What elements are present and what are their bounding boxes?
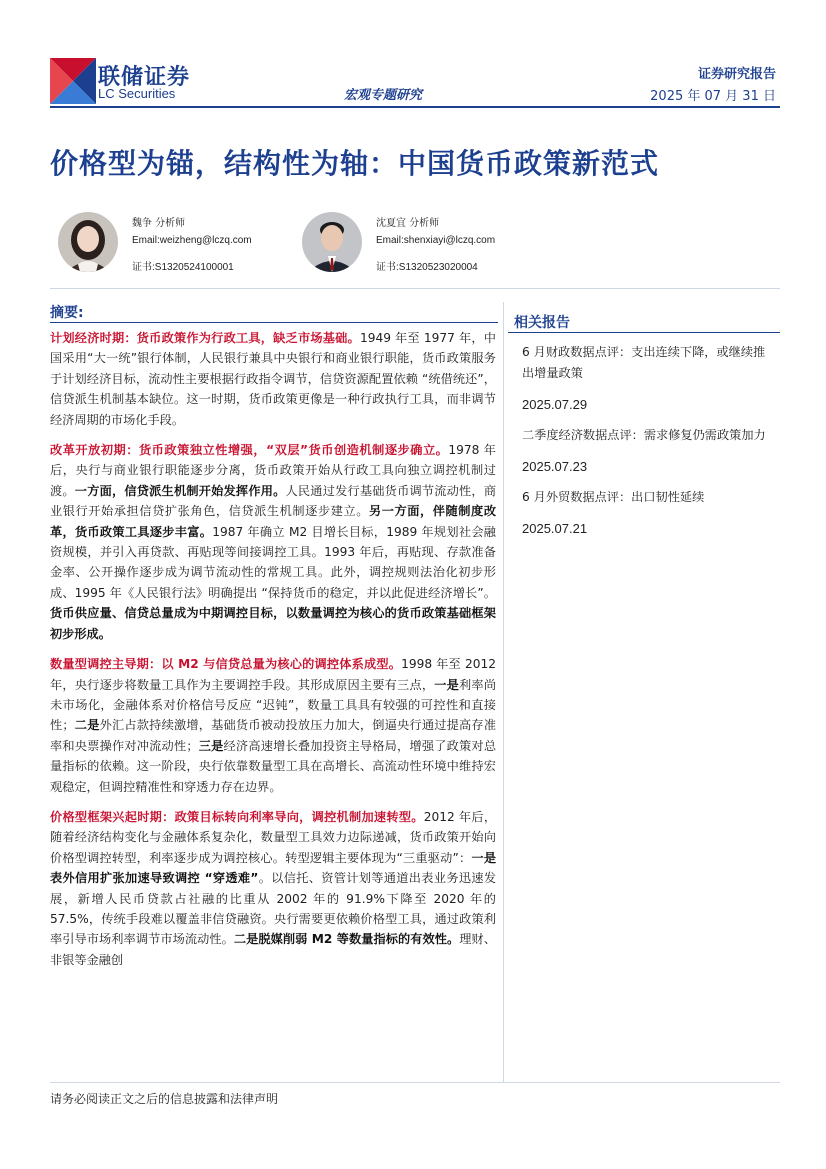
avatar-male-icon — [302, 212, 362, 272]
paragraph-bold: 三是 — [198, 738, 224, 753]
paragraph-lead: 计划经济时期：货币政策作为行政工具，缺乏市场基础。 — [50, 331, 360, 345]
paragraph-text: 1998 年至 2012 年，央行逐步将数量工具作为主要调控手段。其形成原因主要有三点， — [50, 657, 496, 692]
abstract-underline — [50, 322, 498, 323]
paragraph-text: 外汇占款持续激增，基础货币被动投放压力加大，倒逼央行通过提高存准率和央票操作对冲流动性； — [50, 718, 497, 753]
abstract-paragraph — [50, 807, 496, 970]
related-report-title[interactable]: 6 月外贸数据点评：出口韧性延续 — [522, 490, 705, 504]
related-underline — [508, 332, 780, 333]
related-report-date: 2025.07.29 — [522, 397, 588, 412]
paragraph-lead: 改革开放初期：货币政策独立性增强，“双层”货币创造机制逐步确立。 — [50, 443, 449, 458]
logo-chinese-name: 联储证券 — [98, 65, 191, 90]
related-report-date: 2025.07.23 — [522, 459, 588, 474]
related-report-item[interactable] — [522, 425, 777, 477]
report-date: 2025 年 07 月 31 日 — [650, 89, 776, 104]
paragraph-bold: 二是 — [74, 718, 100, 733]
column-divider — [503, 302, 504, 1082]
paragraph-text: 1949 年至 1977 年，中国采用“大一统”银行体制，人民银行兼具中央银行和商业银行职能，货币政策服务于计划经济目标，流动性主要根据行政指令调节，信贷资源配置依赖 “统借统还”，信贷派生机制基本缺位。这一时期，货币政策更像是一种行政执行工具，而非调节经济周期的市场化手段。 — [50, 331, 496, 427]
report-title: 价格型为锚，结构性为轴：中国货币政策新范式 — [50, 147, 660, 180]
analyst-name: 沈夏宜 分析师 — [376, 218, 440, 229]
footer-disclaimer: 请务必阅读正文之后的信息披露和法律声明 — [50, 1092, 279, 1106]
related-report-item[interactable] — [522, 342, 777, 415]
related-reports-list — [522, 342, 777, 549]
analyst-cert: 证书:S1320524100001 — [132, 262, 234, 273]
paragraph-lead: 价格型框架兴起时期：政策目标转向利率导向，调控机制加速转型。 — [50, 809, 424, 824]
paragraph-text: 人民通过发行基础货币调节流动性，商业银行开始承担信贷扩张角色，信贷派生机制逐步建立。 — [50, 483, 497, 519]
footer-divider — [50, 1082, 780, 1083]
analyst-divider — [50, 288, 780, 289]
logo-english-name: LC Securities — [98, 86, 176, 101]
report-type: 证券研究报告 — [697, 67, 776, 82]
abstract-paragraph — [50, 328, 496, 430]
paragraph-bold: 二是脱媒削弱 M2 等数量指标的有效性。 — [233, 932, 460, 947]
related-reports-heading: 相关报告 — [514, 315, 570, 331]
related-report-date: 2025.07.21 — [522, 521, 588, 536]
paragraph-text: 2012 年后，随着经济结构变化与金融体系复杂化，数量型工具效力边际递减，货币政策开始向价格型调控转型，利率逐步成为调控核心。转型逻辑主要体现为“三重驱动”： — [50, 809, 497, 865]
paragraph-bold: 一方面，信贷派生机制开始发挥作用。 — [74, 483, 286, 498]
analyst-name: 魏争 分析师 — [132, 218, 186, 229]
paragraph-text: 经济高速增长叠加投资主导格局，增强了政策对总量指标的依赖。这一阶段，央行依靠数量型工具在高增长、高流动性环境中维持宏观稳定，但调控精准性和穿透力存在边界。 — [50, 738, 497, 794]
paragraph-text: 。以信托、资管计划等通道出表业务迅速发展，新增人民币贷款占社融的比重从 2002 年的 91.9%下降至 2020 年的 57.5%，传统手段难以覆盖非信贷融资。央行需要更依赖价格型工具，通过政策利率引导市场利率调节市场流动性。 — [50, 871, 497, 947]
avatar-female-icon — [58, 212, 118, 272]
paragraph-bold: 货币供应量、信贷总量成为中期调控目标，以数量调控为核心的货币政策基础框架初步形成。 — [50, 606, 496, 641]
related-report-title[interactable]: 二季度经济数据点评：需求修复仍需政策加力 — [522, 428, 766, 442]
paragraph-bold: 一是表外信用扩张加速导致调控 “穿透难” — [50, 850, 497, 886]
company-logo-icon — [50, 58, 96, 104]
paragraph-text: 1978 年后，央行与商业银行职能逐步分离，货币政策开始从行政工具向独立调控机制过渡。 — [50, 443, 496, 498]
paragraph-text: 利率尚未市场化，金融体系对价格信号反应 “迟钝”，数量工具具有较强的可控性和直接性； — [50, 677, 497, 733]
paragraph-text: 理财、非银等金融创 — [50, 932, 496, 967]
abstract-paragraph — [50, 654, 496, 797]
paragraph-lead: 数量型调控主导期：以 M2 与信贷总量为核心的调控体系成型。 — [50, 657, 402, 672]
header-divider — [50, 106, 780, 108]
paragraph-bold: 一是 — [434, 677, 460, 692]
related-report-item[interactable] — [522, 487, 777, 539]
analyst-email[interactable]: Email:shenxiayi@lczq.com — [376, 235, 496, 246]
abstract-paragraph — [50, 440, 496, 644]
paragraph-bold: 另一方面，伴随制度改革，货币政策工具逐步丰富。 — [50, 504, 497, 539]
analyst-avatar — [58, 212, 118, 272]
analyst-cert: 证书:S1320523020004 — [376, 262, 478, 273]
abstract-heading: 摘要: — [50, 305, 84, 321]
report-section: 宏观专题研究 — [344, 88, 423, 103]
related-report-title[interactable]: 6 月财政数据点评：支出连续下降，或继续推出增量政策 — [522, 345, 766, 380]
abstract-body — [50, 328, 496, 980]
paragraph-text: 1987 年确立 M2 目增长目标，1989 年规划社会融资规模，并引入再贷款、再贴现等间接调控工具。1993 年后，再贴现、存款准备金率、公开操作逐步成为调节流动性的常规工具。此外，调控规则法治化初步形成、1995 年《人民银行法》明确提出 “保持货币的稳定，并以此促进经济增长”。 — [50, 524, 496, 600]
analyst-email[interactable]: Email:weizheng@lczq.com — [132, 235, 252, 246]
analyst-avatar — [302, 212, 362, 272]
